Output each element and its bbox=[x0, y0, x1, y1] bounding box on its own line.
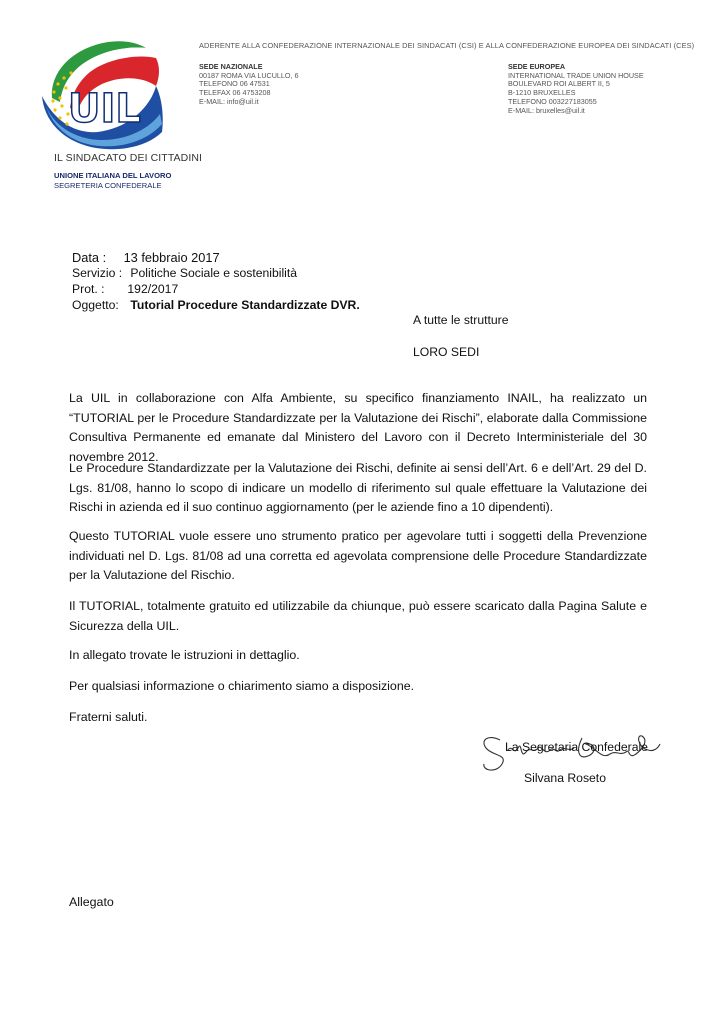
attachment-label: Allegato bbox=[69, 895, 114, 909]
tagline: IL SINDACATO DEI CITTADINI bbox=[54, 152, 203, 164]
national-line: TELEFONO 06 47531 bbox=[199, 79, 270, 89]
paragraph-text: Fraterni saluti. bbox=[69, 710, 148, 724]
subject-row bbox=[72, 298, 360, 314]
paragraph-text: La UIL in collaborazione con Alfa Ambiente, su specifico finanziamento INAIL, ha realizzato un “TUTORIAL per le Procedure Standardizzate per la Valutazione dei Rischi”, elaborate dalla Commissione Consultiva Permanente ed emanate dal Ministero del Lavoro con il Decreto Interministeriale del 30 novembre 2012. bbox=[69, 391, 647, 464]
body-paragraph-7 bbox=[69, 708, 647, 728]
paragraph-text: Per qualsiasi informazione o chiarimento siamo a disposizione. bbox=[69, 679, 415, 693]
european-line: INTERNATIONAL TRADE UNION HOUSE bbox=[508, 70, 644, 80]
paragraph-text: Questo TUTORIAL vuole essere uno strumento pratico per agevolare tutti i soggetti della Prevenzione individuati nel D. Lgs. 81/08 ad una corretta ed agevolata comprensione delle Procedure Standardizzate per la Valutazione del Rischio. bbox=[69, 529, 647, 583]
body-paragraph-6 bbox=[69, 677, 647, 697]
national-line: 00187 ROMA VIA LUCULLO, 6 bbox=[199, 70, 299, 80]
body-paragraph-1 bbox=[69, 389, 647, 467]
body-paragraph-2 bbox=[69, 459, 647, 518]
union-dept: SEGRETERIA CONFEDERALE bbox=[54, 180, 162, 190]
european-email[interactable]: E-MAIL: bruxelles@uil.it bbox=[508, 105, 585, 115]
protocol-label: Prot. : bbox=[72, 282, 105, 296]
national-line: TELEFAX 06 4753208 bbox=[199, 88, 271, 98]
service-label: Servizio : bbox=[72, 266, 123, 280]
paragraph-text: Il TUTORIAL, totalmente gratuito ed utilizzabile da chiunque, può essere scaricato dalla Pagina Salute e Sicurezza della UIL. bbox=[69, 599, 647, 633]
union-block bbox=[54, 171, 171, 190]
service-value: Politiche Sociale e sostenibilità bbox=[130, 266, 298, 280]
body-paragraph-3 bbox=[69, 527, 647, 586]
uil-logo bbox=[38, 36, 166, 154]
signature-name: Silvana Roseto bbox=[524, 771, 606, 785]
union-name: UNIONE ITALIANA DEL LAVORO bbox=[54, 171, 172, 180]
date-row bbox=[72, 250, 360, 266]
national-address bbox=[199, 63, 298, 107]
signature-title: La Segretaria Confederale bbox=[505, 740, 648, 754]
paragraph-text: In allegato trovate le istruzioni in dettaglio. bbox=[69, 648, 300, 662]
european-heading: SEDE EUROPEA bbox=[508, 62, 566, 71]
subject-label: Oggetto: bbox=[72, 298, 119, 312]
recipient-line-2: LORO SEDI bbox=[413, 345, 480, 359]
european-line: TELEFONO 003227183055 bbox=[508, 96, 597, 106]
european-address bbox=[508, 63, 644, 115]
body-paragraph-4 bbox=[69, 597, 647, 636]
date-label: Data : bbox=[72, 250, 107, 265]
protocol-value: 192/2017 bbox=[127, 282, 179, 296]
paragraph-text: Le Procedure Standardizzate per la Valutazione dei Rischi, definite ai sensi dell’Art. 6 e dell’Art. 29 del D. Lgs. 81/08, hanno lo scopo di indicare un modello di riferimento sul quale effettuare la Valutazione dei Rischi in azienda ed il suo continuo aggiornamento (per le aziende fino a 10 dipendenti). bbox=[69, 461, 647, 515]
recipient-line-1: A tutte le strutture bbox=[413, 313, 509, 327]
protocol-row bbox=[72, 282, 360, 298]
service-row bbox=[72, 266, 360, 282]
national-email[interactable]: E-MAIL: info@uil.it bbox=[199, 96, 259, 106]
european-line: BOULEVARD ROI ALBERT II, 5 bbox=[508, 79, 610, 89]
body-paragraph-5 bbox=[69, 646, 647, 666]
national-heading: SEDE NAZIONALE bbox=[199, 62, 263, 71]
letter-meta bbox=[72, 250, 360, 314]
european-line: B-1210 BRUXELLES bbox=[508, 88, 576, 98]
date-value: 13 febbraio 2017 bbox=[123, 250, 220, 265]
affiliation-line: ADERENTE ALLA CONFEDERAZIONE INTERNAZIONALE DEI SINDACATI (CSI) E ALLA CONFEDERAZIONE EUROPEA DEI SINDACATI (CES) bbox=[199, 41, 695, 50]
subject-value: Tutorial Procedure Standardizzate DVR. bbox=[130, 298, 360, 312]
logo-text: UIL bbox=[68, 86, 141, 132]
